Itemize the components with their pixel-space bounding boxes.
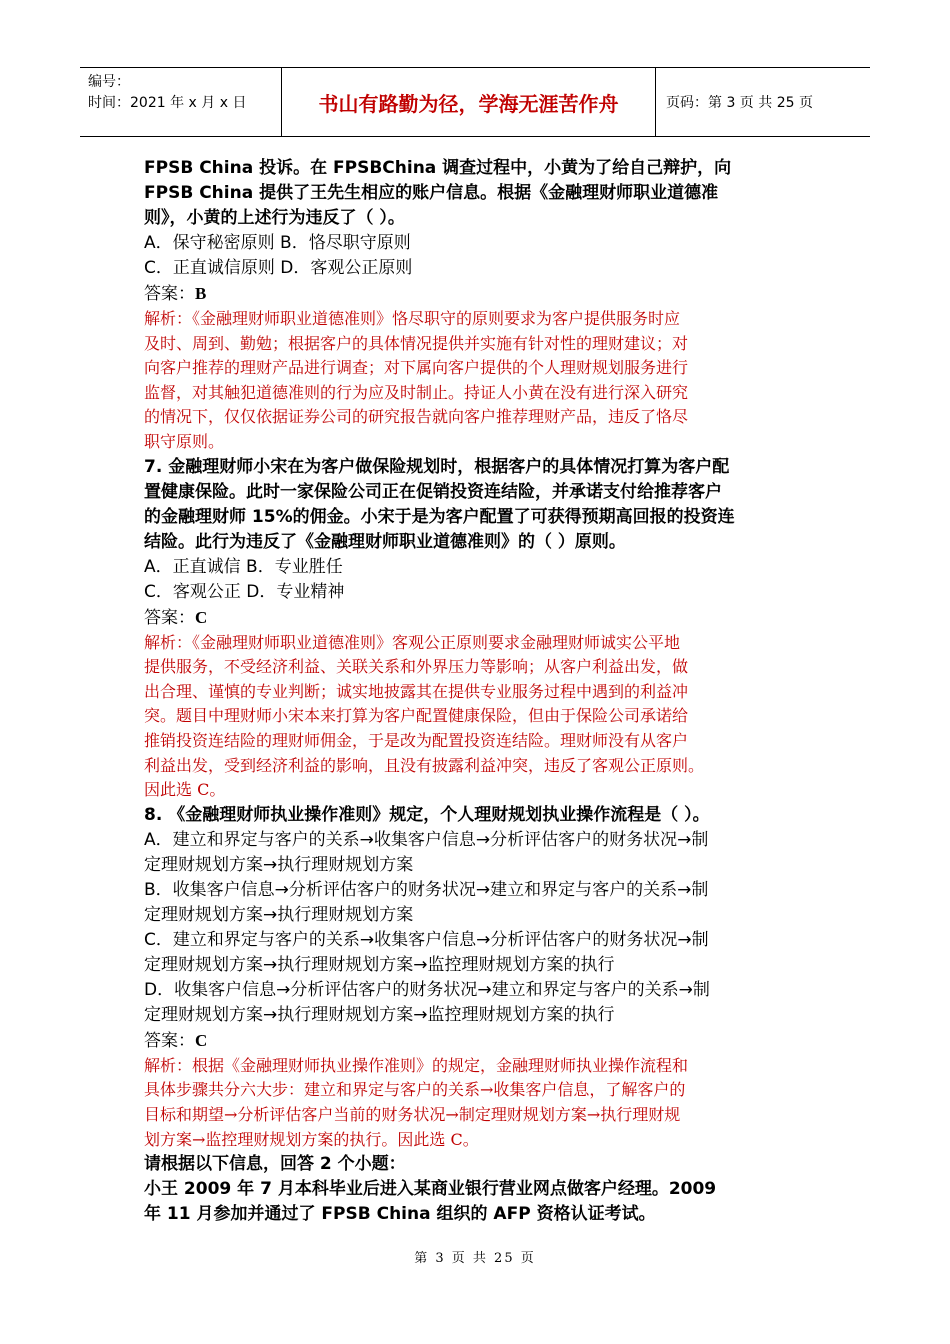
option-line: 定理财规划方案→执行理财规划方案 (144, 854, 414, 875)
answer-line (144, 605, 820, 631)
answer-value: C (195, 607, 208, 627)
answer-label: 答案： (144, 284, 195, 304)
explanation-line: 解析：《金融理财师职业道德准则》客观公正原则要求金融理财师诚实公平地 (144, 632, 681, 652)
header-meta (80, 68, 282, 136)
option-line: C．正直诚信原则 D．客观公正原则 (144, 258, 413, 278)
option-line: A．正直诚信 B．专业胜任 (144, 556, 343, 577)
question-text-line: FPSB China 提供了王先生相应的账户信息。根据《金融理财师职业道德准 (144, 183, 719, 203)
option-line: A．保守秘密原则 B．恪尽职守原则 (144, 233, 411, 253)
intro-line: 小王 2009 年 7 月本科毕业后进入某商业银行营业网点做客户经理。2009 (144, 1179, 717, 1200)
answer-label: 答案： (144, 1030, 195, 1051)
option-line: D．收集客户信息→分析评估客户的财务状况→建立和界定与客户的关系→制 (144, 979, 710, 1000)
explanation-line: 具体步骤共分六大步：建立和界定与客户的关系→收集客户信息，了解客户的 (144, 1080, 686, 1100)
explanation-line: 监督，对其触犯道德准则的行为应及时制止。持证人小黄在没有进行深入研究 (144, 382, 689, 402)
option-line: A．建立和界定与客户的关系→收集客户信息→分析评估客户的财务状况→制 (144, 829, 709, 850)
option-line: 定理财规划方案→执行理财规划方案→监控理财规划方案的执行 (144, 1004, 615, 1025)
explanation-line: 的情况下，仅仅依据证券公司的研究报告就向客户推荐理财产品，违反了恪尽 (144, 407, 689, 427)
explanation-line: 目标和期望→分析评估客户当前的财务状况→制定理财规划方案→执行理财规 (144, 1104, 681, 1124)
explanation-line: 划方案→监控理财规划方案的执行。因此选 C。 (144, 1129, 479, 1149)
explanation-line: 职守原则。 (144, 431, 225, 451)
explanation-line: 突。题目中理财师小宋本来打算为客户配置健康保险，但由于保险公司承诺给 (144, 706, 689, 726)
header-motto: 书山有路勤为径，学海无涯苦作舟 (282, 68, 656, 136)
document-time: 时间：2021 年 x 月 x 日 (88, 95, 247, 111)
header-page-info: 页码：第 3 页 共 25 页 (666, 95, 813, 111)
question-text-line: FPSB China 投诉。在 FPSBChina 调查过程中，小黄为了给自己辩护，向 (144, 158, 732, 178)
intro-line: 请根据以下信息，回答 2 个小题： (144, 1154, 406, 1175)
page-header (80, 67, 870, 137)
answer-label: 答案： (144, 607, 195, 628)
explanation-line: 因此选 C。 (144, 780, 226, 800)
question-text-line: 则》，小黄的上述行为违反了（ ）。 (144, 208, 405, 228)
intro-line: 年 11 月参加并通过了 FPSB China 组织的 AFP 资格认证考试。 (144, 1204, 656, 1225)
option-line: 定理财规划方案→执行理财规划方案→监控理财规划方案的执行 (144, 954, 615, 975)
explanation-line: 解析：《金融理财师职业道德准则》恪尽职守的原则要求为客户提供服务时应 (144, 309, 681, 328)
explanation-line: 及时、周到、勤勉；根据客户的具体情况提供并实施有针对性的理财建议；对 (144, 333, 689, 353)
answer-value: C (195, 1030, 208, 1050)
explanation-line: 出合理、谨慎的专业判断；诚实地披露其在提供专业服务过程中遇到的利益冲 (144, 681, 689, 701)
answer-line (144, 1028, 820, 1054)
explanation-line: 向客户推荐的理财产品进行调查；对下属向客户提供的个人理财规划服务进行 (144, 358, 689, 378)
option-line: 定理财规划方案→执行理财规划方案 (144, 904, 414, 925)
question-8-line: 8. 《金融理财师执业操作准则》规定，个人理财规划执业操作流程是（ ）。 (144, 804, 710, 825)
answer-value: B (195, 284, 207, 303)
question-7-line: 置健康保险。此时一家保险公司正在促销投资连结险，并承诺支付给推荐客户 (144, 481, 722, 502)
option-line: B．收集客户信息→分析评估客户的财务状况→建立和界定与客户的关系→制 (144, 879, 709, 900)
question-7-line: 结险。此行为违反了《金融理财师职业道德准则》的（ ）原则。 (144, 531, 626, 552)
document-number-label: 编号： (88, 74, 130, 90)
option-line: C．建立和界定与客户的关系→收集客户信息→分析评估客户的财务状况→制 (144, 929, 709, 950)
option-line: C．客观公正 D．专业精神 (144, 581, 345, 602)
document-body (144, 156, 820, 1227)
explanation-line: 解析：根据《金融理财师执业操作准则》的规定，金融理财师执业操作流程和 (144, 1055, 689, 1075)
explanation-line: 提供服务，不受经济利益、关联关系和外界压力等影响；从客户利益出发，做 (144, 657, 689, 677)
question-7-line: 7. 金融理财师小宋在为客户做保险规划时，根据客户的具体情况打算为客户配 (144, 456, 730, 477)
question-7-line: 的金融理财师 15%的佣金。小宋于是为客户配置了可获得预期高回报的投资连 (144, 506, 735, 527)
answer-line (144, 281, 820, 307)
page-footer: 第 3 页 共 25 页 (414, 1251, 536, 1266)
explanation-line: 推销投资连结险的理财师佣金，于是改为配置投资连结险。理财师没有从客户 (144, 730, 689, 750)
explanation-line: 利益出发，受到经济利益的影响，且没有披露利益冲突，违反了客观公正原则。 (144, 755, 705, 775)
